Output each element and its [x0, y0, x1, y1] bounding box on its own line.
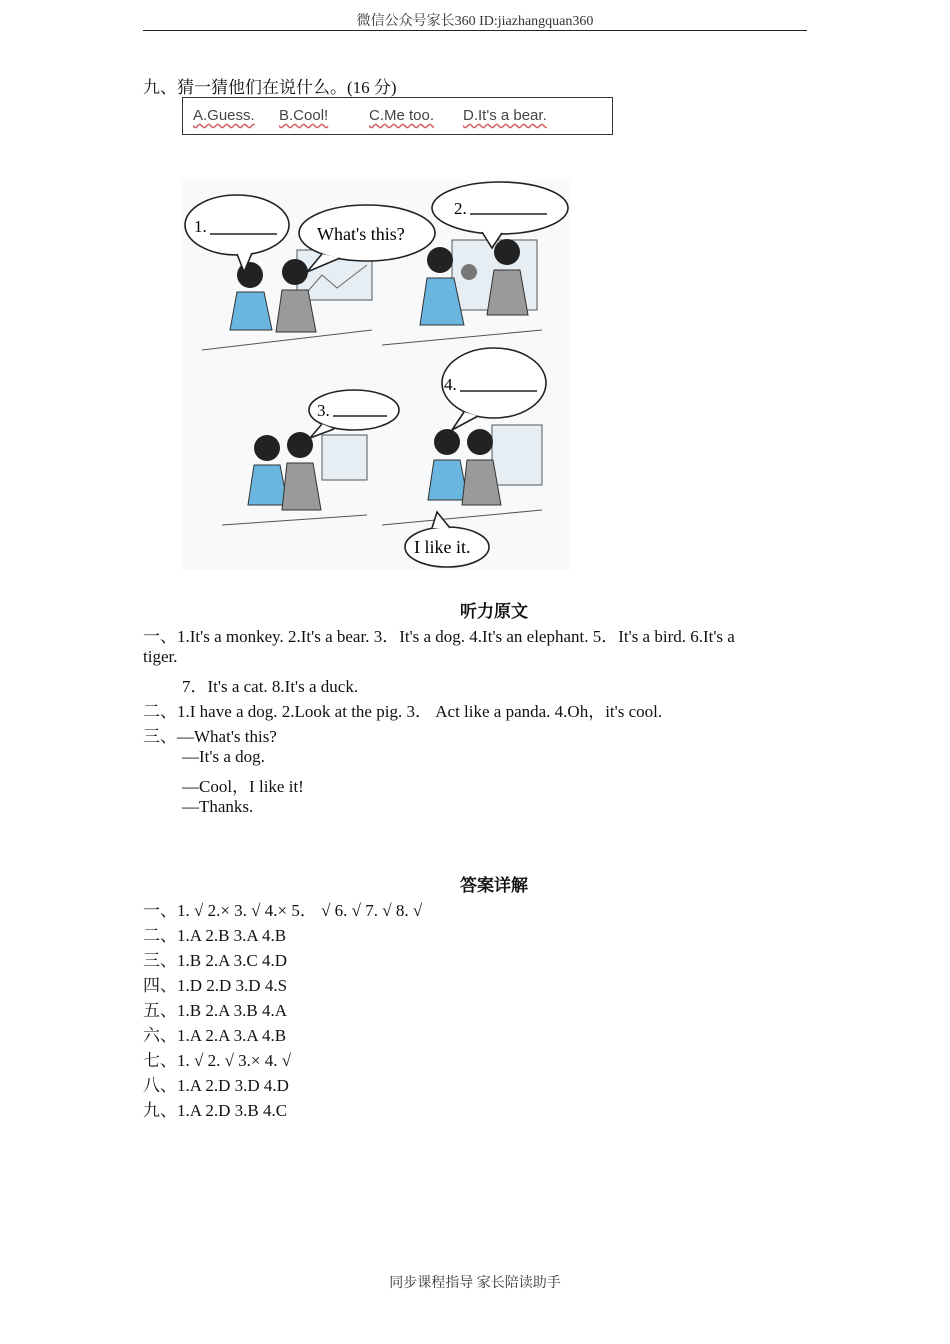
page-footer: 同步课程指导 家长陪读助手 — [389, 1276, 561, 1291]
answer-line: 七、1. √ 2. √ 3.× 4. √ — [143, 1051, 292, 1070]
bubble-like-label: I like it. — [414, 537, 471, 557]
answer-line: 九、1.A 2.D 3.B 4.C — [143, 1101, 288, 1120]
option-b: B.Cool! — [279, 107, 329, 124]
listening-line: —Cool，I like it! — [182, 777, 304, 796]
bubble-what-label: What's this? — [317, 224, 405, 244]
answer-line: 三、1.B 2.A 3.C 4.D — [143, 951, 288, 970]
option-a: A.Guess. — [193, 107, 255, 124]
listening-line: 7．It's a cat. 8.It's a duck. — [182, 677, 359, 696]
answer-line: 四、1.D 2.D 3.D 4.S — [143, 976, 288, 995]
option-d: D.It's a bear. — [463, 107, 547, 124]
listening-line: 三、—What's this? — [143, 727, 277, 746]
listening-title: 听力原文 — [460, 602, 528, 622]
listening-line: 二、1.I have a dog. 2.Look at the pig. 3． Act like a panda. 4.Oh，it's cool. — [143, 702, 663, 721]
listening-line: 一、1.It's a monkey. 2.It's a bear. 3．It's a dog. 4.It's an elephant. 5．It's a bird. 6.It's a — [143, 627, 735, 646]
listening-line: —Thanks. — [182, 797, 254, 816]
bubble-1-label: 1. — [194, 217, 207, 236]
answers-title: 答案详解 — [460, 876, 528, 896]
listening-line: —It's a dog. — [182, 747, 265, 766]
answer-line: 一、1. √ 2.× 3. √ 4.× 5． √ 6. √ 7. √ 8. √ — [143, 901, 423, 920]
option-c: C.Me too. — [369, 107, 435, 124]
options-box — [182, 97, 613, 135]
bubble-4-label: 4. — [444, 375, 457, 394]
listening-line: tiger. — [143, 647, 178, 666]
header-divider — [143, 30, 807, 31]
answer-line: 八、1.A 2.D 3.D 4.D — [143, 1076, 289, 1095]
answer-line: 二、1.A 2.B 3.A 4.B — [143, 926, 287, 945]
answer-line: 六、1.A 2.A 3.A 4.B — [143, 1026, 287, 1045]
page-header: 微信公众号家长360 ID:jiazhangquan360 — [356, 14, 594, 29]
comic-illustration — [182, 180, 570, 570]
bubble-3-label: 3. — [317, 401, 330, 420]
question-9-title: 九、猜一猜他们在说什么。(16 分) — [143, 78, 397, 97]
answer-line: 五、1.B 2.A 3.B 4.A — [143, 1001, 288, 1020]
bubble-2-label: 2. — [454, 199, 467, 218]
